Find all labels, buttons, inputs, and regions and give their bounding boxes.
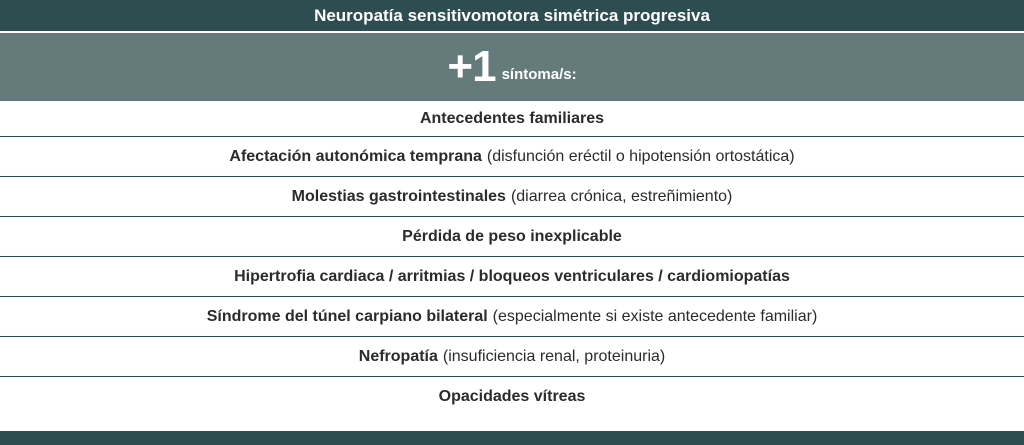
list-item <box>0 177 1024 217</box>
symptom-count-label: síntoma/s: <box>501 65 577 83</box>
item-title: Nefropatía <box>358 347 438 365</box>
header-title: Neuropatía sensitivomotora simétrica progresiva <box>314 5 710 25</box>
list-item <box>0 257 1024 297</box>
item-title: Molestias gastrointestinales <box>291 187 506 205</box>
item-title: Opacidades vítreas <box>438 388 586 405</box>
item-title: Hipertrofia cardiaca / arritmias / bloqueos ventriculares / cardiomiopatías <box>234 267 790 285</box>
list-item <box>0 217 1024 257</box>
item-title: Síndrome del túnel carpiano bilateral <box>206 307 488 325</box>
symptom-list <box>0 101 1024 417</box>
item-title: Afectación autonómica temprana <box>229 147 482 165</box>
list-item <box>0 377 1024 417</box>
list-item <box>0 137 1024 177</box>
table-header <box>0 0 1024 31</box>
item-detail: (especialmente si existe antecedente familiar) <box>492 307 818 325</box>
table-footer-bar <box>0 431 1024 445</box>
symptom-count: +1 <box>447 42 496 91</box>
list-item <box>0 101 1024 137</box>
item-detail: (insuficiencia renal, proteinuria) <box>442 347 666 365</box>
list-item <box>0 297 1024 337</box>
item-title: Antecedentes familiares <box>419 109 605 127</box>
list-item <box>0 337 1024 377</box>
symptom-count-banner <box>0 33 1024 101</box>
item-detail: (diarrea crónica, estreñimiento) <box>510 187 733 205</box>
item-title: Pérdida de peso inexplicable <box>402 227 622 245</box>
item-detail: (disfunción eréctil o hipotensión ortostática) <box>486 147 795 165</box>
